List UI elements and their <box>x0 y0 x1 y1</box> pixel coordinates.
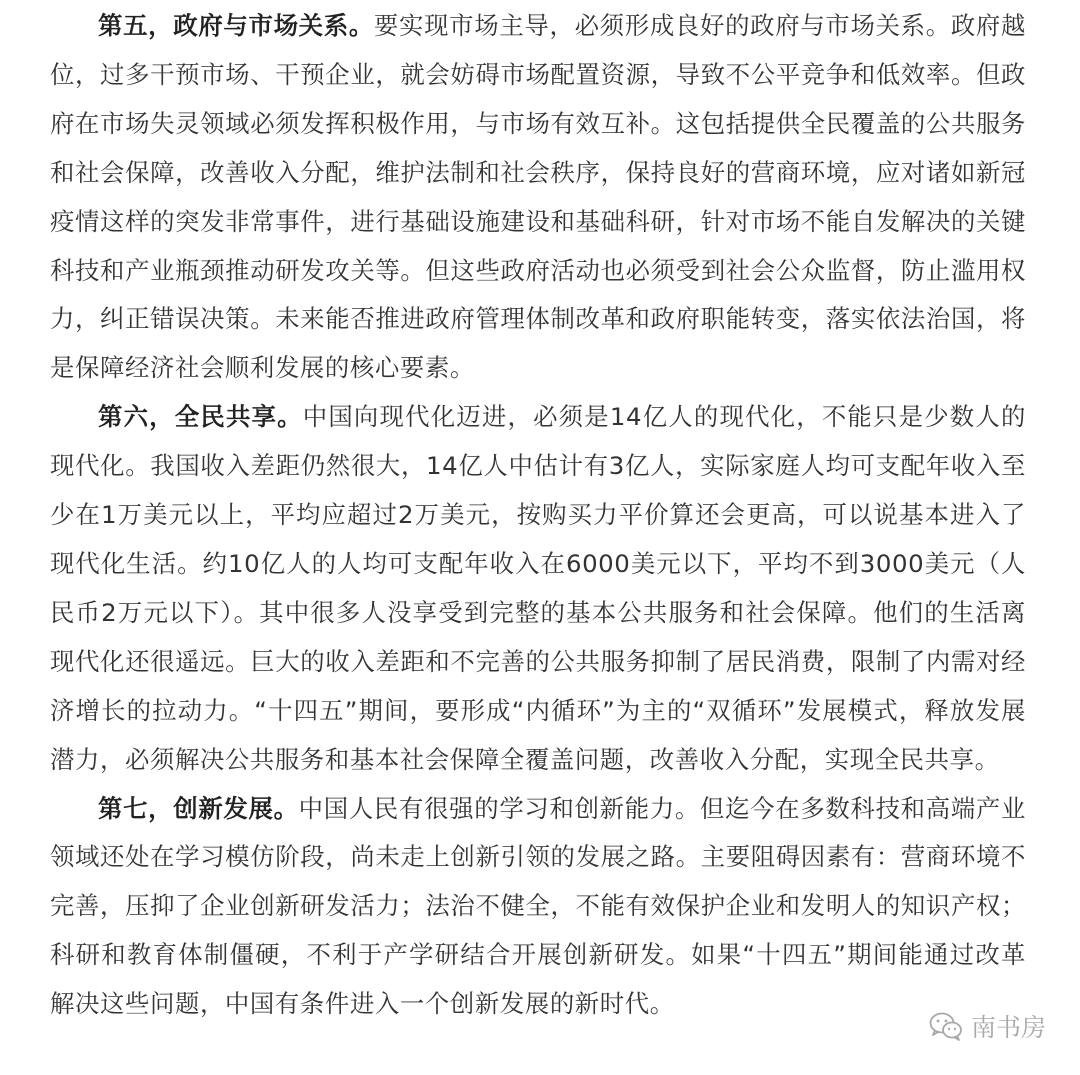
paragraph-text: 要实现市场主导，必须形成良好的政府与市场关系。政府越位，过多干预市场、干预企业，就会妨碍市场配置资源，导致不公平竞争和低效率。但政府在市场失灵领域必须发挥积极作用，与市场有效互补。这包括提供全民覆盖的公共服务和社会保障，改善收入分配，维护法制和社会秩序，保持良好的营商环境，应对诸如新冠疫情这样的突发非常事件，进行基础设施建设和基础科研，针对市场不能自发解决的关键科技和产业瓶颈推动研发攻关等。但这些政府活动也必须受到社会公众监督，防止滥用权力，纠正错误决策。未来能否推进政府管理体制改革和政府职能转变，落实依法治国，将是保障经济社会顺利发展的核心要素。 <box>50 11 1026 383</box>
article-body <box>50 2 1026 1029</box>
paragraph-heading: 第六，全民共享。 <box>98 402 303 432</box>
paragraph-text: 中国人民有很强的学习和创新能力。但迄今在多数科技和高端产业领域还处在学习模仿阶段，尚未走上创新引领的发展之路。主要阻碍因素有：营商环境不完善，压抑了企业创新研发活力；法治不健全，不能有效保护企业和发明人的知识产权；科研和教育体制僵硬，不利于产学研结合开展创新研发。如果“十四五”期间能通过改革解决这些问题，中国有条件进入一个创新发展的新时代。 <box>50 793 1026 1019</box>
paragraph-innovation <box>50 785 1026 1030</box>
paragraph-shared-prosperity <box>50 393 1026 784</box>
wechat-icon <box>929 1011 963 1041</box>
paragraph-heading: 第五，政府与市场关系。 <box>98 11 374 40</box>
watermark-text: 南书房 <box>970 1013 1046 1042</box>
paragraph-heading: 第七，创新发展。 <box>98 793 299 823</box>
paragraph-government-market <box>50 2 1026 393</box>
paragraph-text: 中国向现代化迈进，必须是14亿人的现代化，不能只是少数人的现代化。我国收入差距仍然很大，14亿人中估计有3亿人，实际家庭人均可支配年收入至少在1万美元以上，平均应超过2万美元，按购买力平价算还会更高，可以说基本进入了现代化生活。约10亿人的人均可支配年收入在6000美元以下，平均不到3000美元（人民币2万元以下）。其中很多人没享受到完整的基本公共服务和社会保障。他们的生活离现代化还很遥远。巨大的收入差距和不完善的公共服务抑制了居民消费，限制了内需对经济增长的拉动力。“十四五”期间，要形成“内循环”为主的“双循环”发展模式，释放发展潜力，必须解决公共服务和基本社会保障全覆盖问题，改善收入分配，实现全民共享。 <box>50 402 1026 774</box>
watermark <box>929 1008 1046 1044</box>
